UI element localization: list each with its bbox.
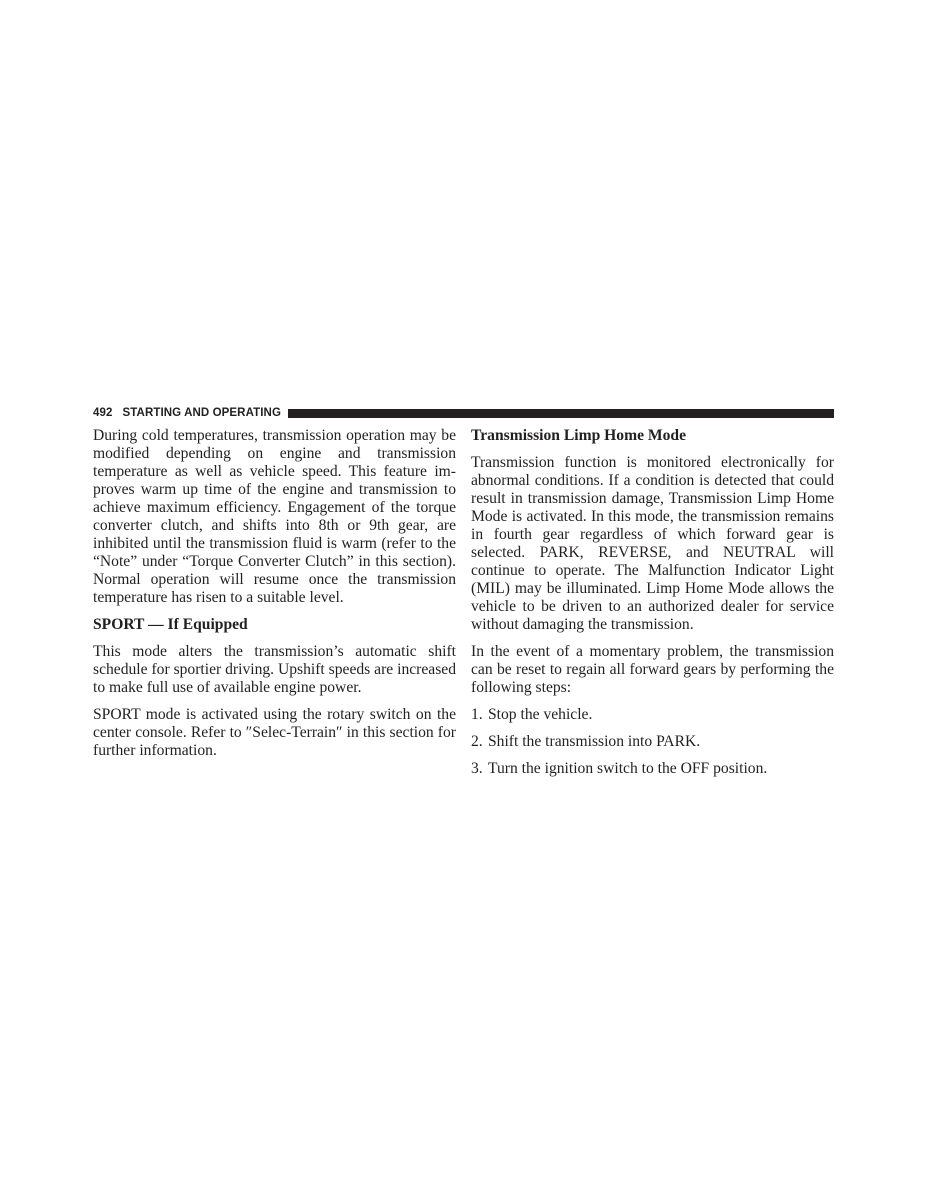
cold-temperatures-paragraph: During cold temperatures, transmission operation may be modified depending on engine and transmission temperature as well as vehicle speed. This feature improves warm up time of the engine and transmission to achieve maximum efficiency. Engagement of the torque converter clutch, and shifts into 8th or 9th gear, are inhibited until the transmission fluid is warm (refer to the “Note” under “Torque Converter Clutch” in this section). Normal operation will resume once the transmission temperature has risen to a suitable level.	[93, 427, 456, 606]
list-item	[471, 706, 834, 724]
reset-steps-list	[471, 706, 834, 778]
limp-home-paragraph-2: In the event of a momentary problem, the transmission can be reset to regain all forward gears by performing the following steps:	[471, 643, 834, 696]
step-number: 3.	[471, 760, 483, 777]
sport-heading: SPORT — If Equipped	[93, 616, 248, 633]
section-title: STARTING AND OPERATING	[122, 407, 282, 419]
list-item	[471, 760, 834, 778]
limp-home-paragraph-1: Transmission function is monitored electronically for abnormal conditions. If a condition is detected that could result in transmission damage, Transmission Limp Home Mode is activated. In this mode, the transmission remains in fourth gear regardless of which forward gear is selected. PARK, REVERSE, and NEUTRAL will continue to operate. The Malfunction Indicator Light (MIL) may be illuminated. Limp Home Mode allows the vehicle to be driven to an authorized dealer for service without damaging the transmission.	[471, 454, 834, 633]
page-number: 492	[93, 407, 113, 419]
limp-home-heading: Transmission Limp Home Mode	[471, 427, 686, 444]
sport-paragraph-2: SPORT mode is activated using the rotary switch on the center console. Refer to ″Selec-Terrain″ in this section for further information.	[93, 706, 456, 759]
step-number: 2.	[471, 733, 483, 750]
step-number: 1.	[471, 706, 483, 723]
left-column	[93, 427, 456, 769]
right-column	[471, 427, 834, 787]
step-text: Turn the ignition switch to the OFF position.	[488, 760, 768, 777]
sport-paragraph-1: This mode alters the transmission’s automatic shift schedule for sportier driving. Upshift speeds are increased to make full use of available engine power.	[93, 643, 456, 696]
step-text: Shift the transmission into PARK.	[488, 733, 701, 750]
page-header	[93, 405, 834, 421]
list-item	[471, 733, 834, 751]
header-rule	[288, 409, 834, 418]
step-text: Stop the vehicle.	[488, 706, 593, 723]
